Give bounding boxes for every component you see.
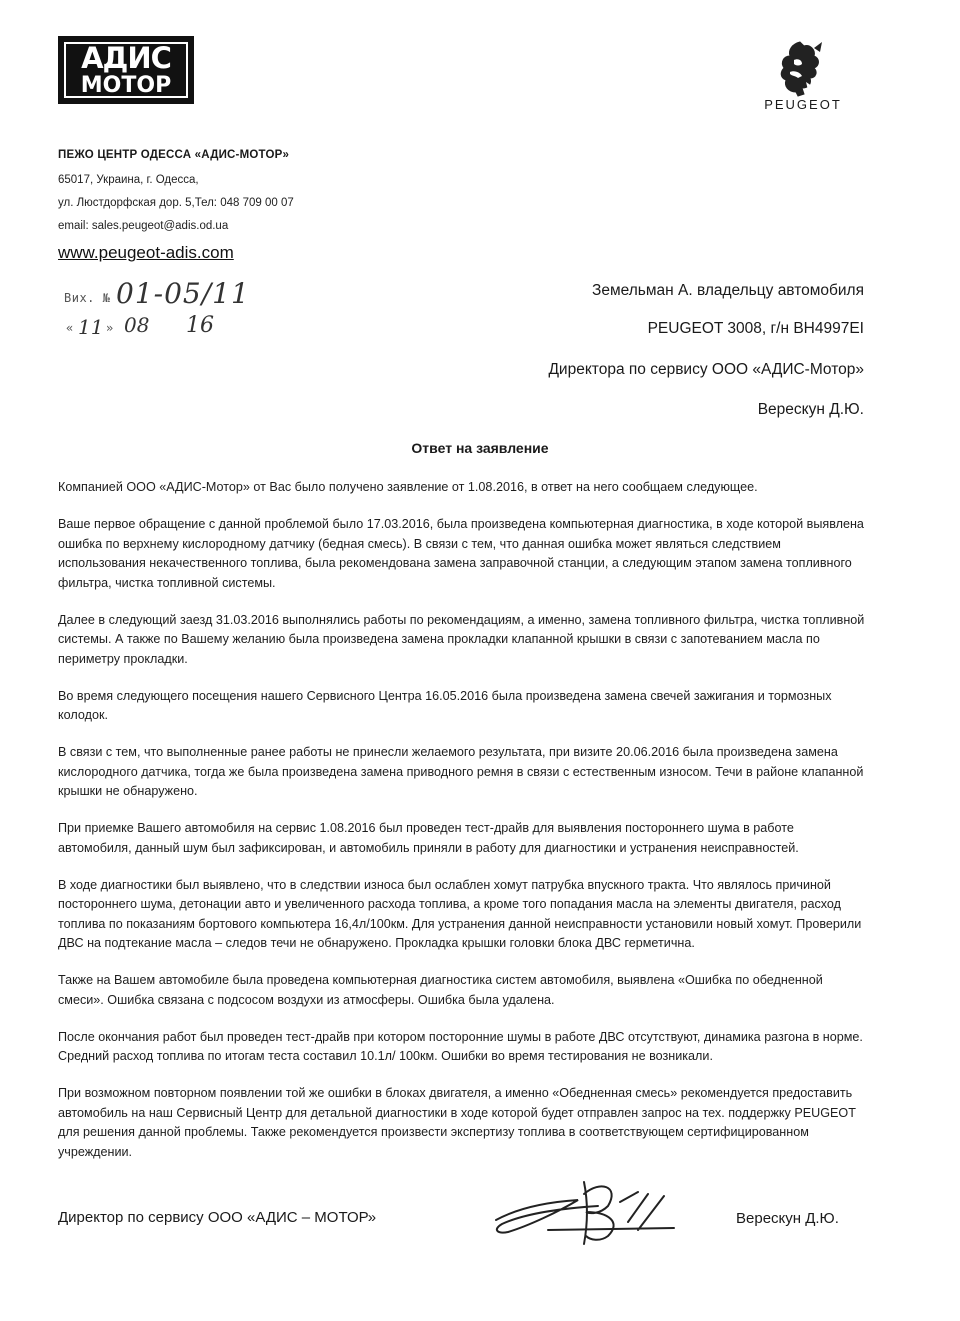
recipient-line-2: PEUGEOT 3008, г/н ВН4997ЕІ <box>647 320 864 337</box>
recipient-line-3: Директора по сервису ООО «АДИС-Мотор» <box>548 361 864 378</box>
stamp-date-day: 11 <box>78 315 104 339</box>
outgoing-number-stamp <box>64 277 264 347</box>
paragraph: Ваше первое обращение с данной проблемой было 17.03.2016, была произведена компьютерная диагностика, в ходе которой выявлена ошибка по верхнему кислородному датчику (бедная смесь). В связи с тем, что данная ошибка может являться следствием использования некачественного топлива, была рекомендована замена заправочной станции, а следующим этапом замена топливного фильтра, чистка топливной системы. <box>58 517 864 590</box>
stamp-number-handwritten: 01-05/11 <box>116 277 250 310</box>
paragraph: Во время следующего посещения нашего Сервисного Центра 16.05.2016 была произведена замена свечей зажигания и тормозных колодок. <box>58 688 832 722</box>
peugeot-lion-icon <box>770 38 836 98</box>
paragraph: Компанией ООО «АДИС-Мотор» от Вас было получено заявление от 1.08.2016, в ответ на него сообщаем следующее. <box>58 480 758 494</box>
stamp-date-year: 16 <box>186 313 214 338</box>
stamp-date-open-quote: « <box>66 321 74 335</box>
adis-motor-logo <box>58 36 194 104</box>
brand-name: PEUGEOT <box>764 97 842 112</box>
paragraph: После окончания работ был проведен тест-драйв при котором посторонние шумы в работе ДВС отсутствуют, динамика разгона в норме. Средний расход топлива по итогам теста составил 10.1л/ 100км. Ошибки во время тестирования не возникали. <box>58 1029 863 1063</box>
paragraph: При возможном повторном появлении той же ошибки в блоках двигателя, а именно «Обедненная смесь» рекомендуется предоставить автомобиль на наш Сервисный Центр для детальной диагностики в ходе которой будет отправлен запрос на тех. поддержку PEUGEOT для решения данной проблемы. Также рекомендуется произвести экспертизу топлива в соответствующем сертифицированном учреждении. <box>58 1086 856 1159</box>
signer-name: Верескун Д.Ю. <box>736 1210 839 1227</box>
address-line-1: 65017, Украина, г. Одесса, <box>58 174 199 186</box>
recipient-line-4: Верескун Д.Ю. <box>757 401 864 418</box>
logo-line-2: МОТОР <box>80 72 172 98</box>
paragraph: При приемке Вашего автомобиля на сервис 1.08.2016 был проведен тест-драйв для выявления постороннего шума в работе автомобиля, данный шум был зафиксирован, и автомобиль приняли в работу для диагностики и устранения неисправностей. <box>58 821 799 855</box>
letter-body <box>58 478 868 1180</box>
company-name: ПЕЖО ЦЕНТР ОДЕССА «АДИС-МОТОР» <box>58 149 290 161</box>
website-link[interactable]: www.peugeot-adis.com <box>58 243 234 262</box>
paragraph: В ходе диагностики был выявлено, что в следствии износа был ослаблен хомут патрубка впускного тракта. Что являлось причиной постороннего шума, детонации авто и увеличенного расхода топлива, а кроме того попадания масла на элементы двигателя, расход топлива по показаниям бортового компьютера 16,4л/100км. Для устранения данной неисправности установили новый хомут. Проверили ДВС на подтекание масла – следов течи не обнаружено. Прокладка крышки головки блока ДВС герметична. <box>58 877 862 950</box>
email-line: email: sales.peugeot@adis.od.ua <box>58 220 229 232</box>
paragraph: Далее в следующий заезд 31.03.2016 выполнялись работы по рекомендациям, а именно, замена топливного фильтра, чистка топливной системы. А также по Вашему желанию была произведена замена прокладки клапанной крышки в связи с запотеванием масла по периметру прокладки. <box>58 612 865 666</box>
stamp-number-label: Вих. № <box>64 291 111 305</box>
recipient-line-1: Земельман А. владельцу автомобиля <box>591 282 864 299</box>
logo-line-1: АДИС <box>81 40 171 75</box>
signer-position: Директор по сервису ООО «АДИС – МОТОР» <box>58 1209 377 1226</box>
stamp-date-close-quote: » <box>106 321 114 335</box>
handwritten-signature <box>488 1172 678 1256</box>
stamp-date-month: 08 <box>124 313 150 337</box>
paragraph: В связи с тем, что выполненные ранее работы не принесли желаемого результата, при визите 20.06.2016 была произведена замена кислородного датчика, тогда же была произведена замена приводного ремня в связи с естественным износом. Течи в районе клапанной крышки не обнаружено. <box>58 745 864 798</box>
document-title: Ответ на заявление <box>411 440 549 456</box>
address-line-2: ул. Люстдорфская дор. 5,Тел: 048 709 00 07 <box>58 197 294 209</box>
paragraph: Также на Вашем автомобиле была проведена компьютерная диагностика систем автомобиля, выявлена «Ошибка по обедненной смеси». Ошибка связана с подсосом воздухи из атмосферы. Ошибка была удалена. <box>58 973 823 1007</box>
